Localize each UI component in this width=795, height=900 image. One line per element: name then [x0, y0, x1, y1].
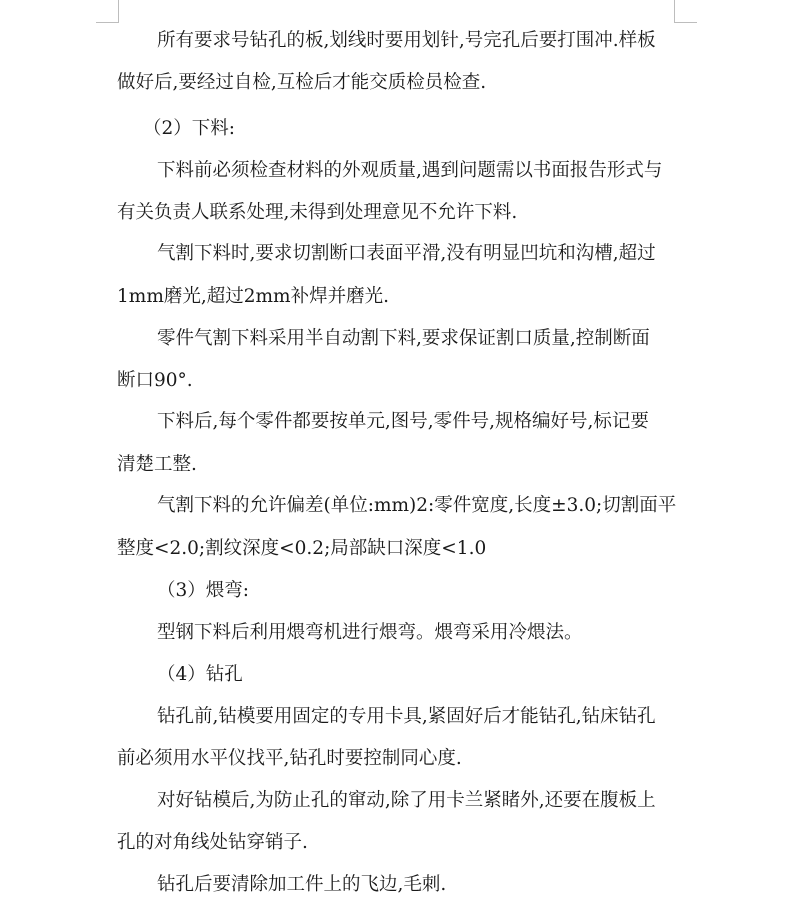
paragraph-line: 下料后,每个零件都要按单元,图号,零件号,规格编好号,标记要 — [157, 411, 649, 432]
paragraph-line: 清楚工整. — [117, 454, 197, 475]
paragraph-line: 钻孔后要清除加工件上的飞边,毛刺. — [157, 874, 447, 895]
paragraph-line: 气割下料时,要求切割断口表面平滑,没有明显凹坑和沟槽,超过 — [157, 243, 656, 264]
paragraph-line: 下料前必须检查材料的外观质量,遇到问题需以书面报告形式与 — [157, 160, 663, 181]
paragraph-line: 断口90°. — [117, 370, 193, 391]
section-heading: （4）钻孔 — [157, 664, 243, 685]
crop-mark-top-left — [96, 0, 119, 23]
paragraph-line: 零件气割下料采用半自动割下料,要求保证割口质量,控制断面 — [157, 328, 650, 349]
paragraph-line: 前必须用水平仪找平,钻孔时要控制同心度. — [117, 748, 462, 769]
paragraph-line: 整度<2.0;割纹深度<0.2;局部缺口深度<1.0 — [117, 538, 487, 559]
section-heading: （2）下料: — [143, 118, 236, 139]
paragraph-line: 型钢下料后利用煨弯机进行煨弯。煨弯采用冷煨法。 — [157, 622, 583, 643]
paragraph-line: 有关负责人联系处理,未得到处理意见不允许下料. — [117, 202, 518, 223]
paragraph-line: 做好后,要经过自检,互检后才能交质检员检查. — [117, 72, 487, 93]
paragraph-line: 气割下料的允许偏差(单位:mm)2:零件宽度,长度±3.0;切割面平 — [157, 495, 677, 516]
paragraph-line: 孔的对角线处钻穿销子. — [117, 832, 308, 853]
paragraph-line: 对好钻模后,为防止孔的窜动,除了用卡兰紧睹外,还要在腹板上 — [157, 790, 656, 811]
paragraph-line: 所有要求号钻孔的板,划线时要用划针,号完孔后要打围冲.样板 — [157, 30, 656, 51]
paragraph-line: 1mm磨光,超过2mm补焊并磨光. — [117, 286, 389, 307]
crop-mark-top-right — [674, 0, 697, 23]
section-heading: （3）煨弯: — [157, 580, 250, 601]
paragraph-line: 钻孔前,钻模要用固定的专用卡具,紧固好后才能钻孔,钻床钻孔 — [157, 706, 656, 727]
